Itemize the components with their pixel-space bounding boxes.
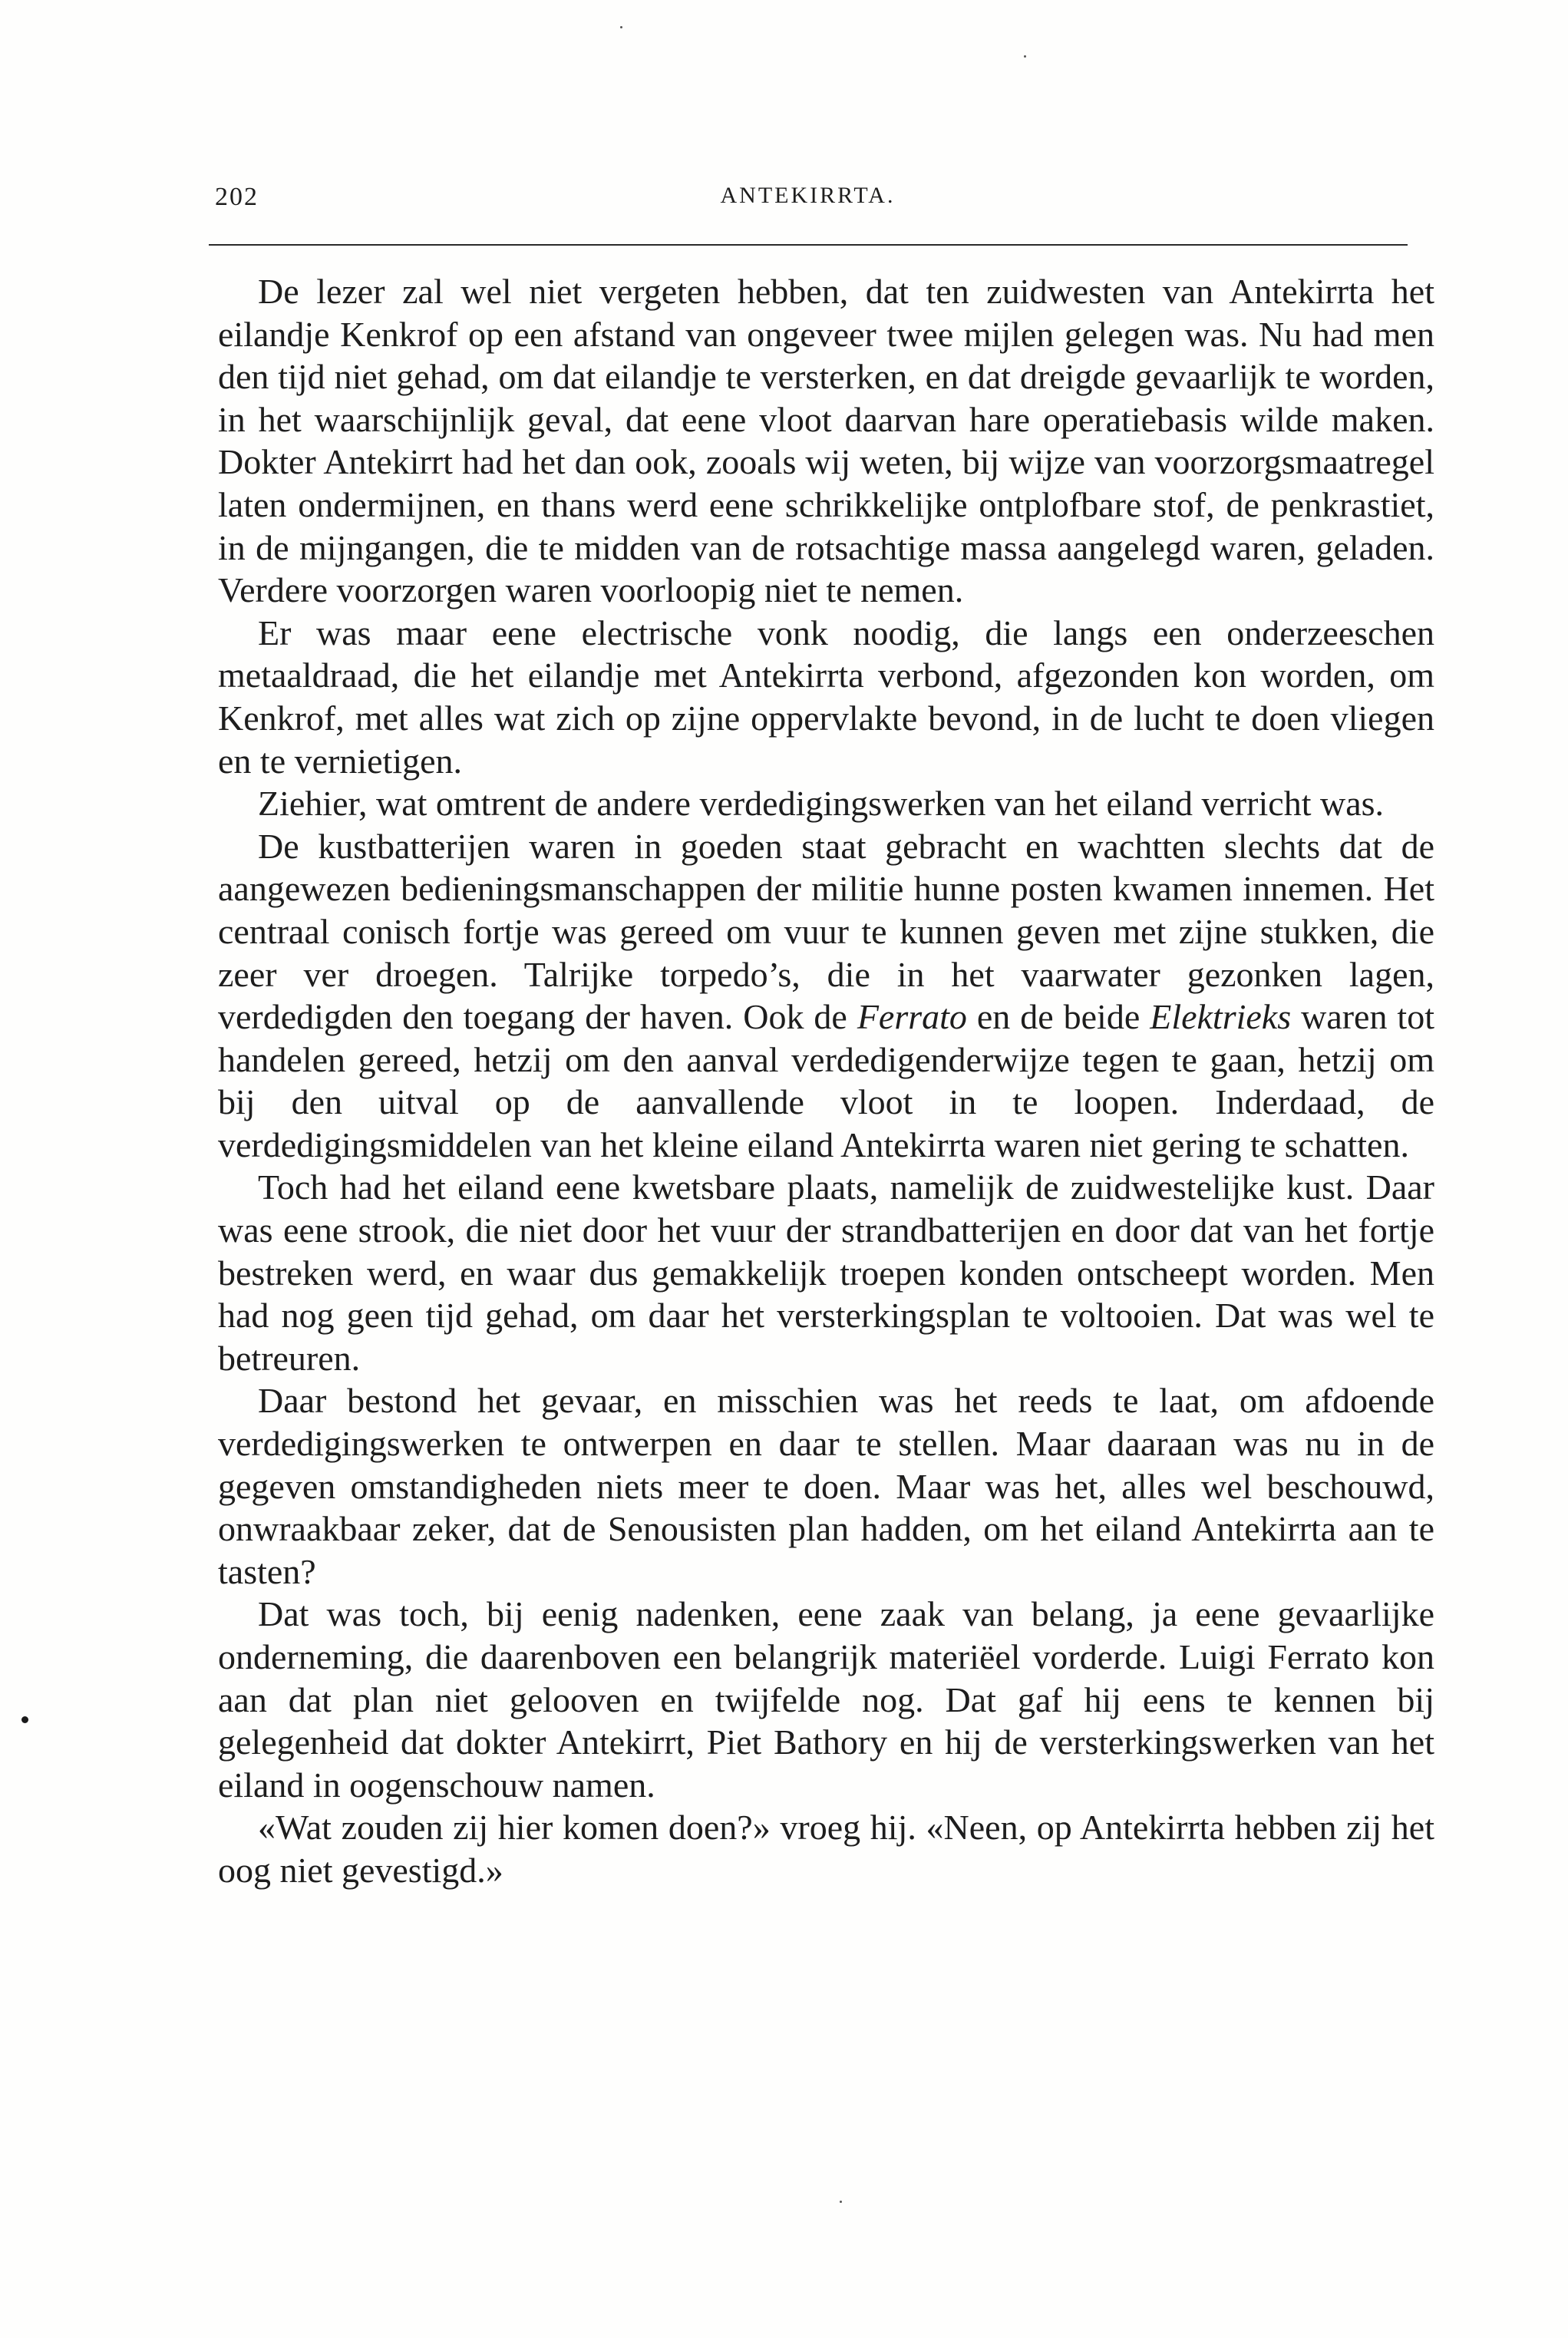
ship-name-elektrieks: Elektrieks bbox=[1150, 997, 1292, 1037]
dust-speck bbox=[1024, 55, 1026, 58]
dust-speck bbox=[620, 26, 622, 28]
paragraph-2: Er was maar eene electrische vonk noodig, die langs een onderzeeschen metaaldraad, die het eilandje met Antekirrta verbond, afgezonden kon worden, om Kenkrof, met alles wat zich op zijne oppervlakte bevond, in de lucht te doen vliegen en te vernietigen. bbox=[218, 613, 1434, 781]
paragraph-4-text-c: waren tot handelen gereed, hetzij om den aanval verdedigenderwijze tegen te gaan, hetzij om bij den uitval op de aanvallende vloot in te loopen. Inderdaad, de verdedigingsmiddelen van het kleine eiland Antekirrta waren niet gering te schatten. bbox=[218, 997, 1434, 1164]
paragraph-4-text-a: De kustbatterijen waren in goeden staat gebracht en wachtten slechts dat de aangewezen bedieningsmanschappen der militie hunne posten kwamen innemen. Het centraal conisch fortje was gereed om vuur te kunnen geven met zijne stukken, die zeer ver droegen. Talrijke torpedo’s, die in het vaarwater gezonken lagen, verdedigden den toegang der haven. Ook de bbox=[218, 826, 1434, 1037]
paragraph-3: Ziehier, wat omtrent de andere verdedigingswerken van het eiland verricht was. bbox=[258, 784, 1385, 824]
ink-speck bbox=[21, 1716, 28, 1723]
header-rule bbox=[209, 244, 1408, 246]
running-title: ANTEKIRRTA. bbox=[720, 183, 896, 208]
page-header bbox=[207, 173, 1408, 220]
body-text bbox=[218, 270, 1434, 1892]
paragraph-4-text-b: en de beide bbox=[966, 997, 1150, 1037]
paragraph-5: Toch had het eiland eene kwetsbare plaats, namelijk de zuidwestelijke kust. Daar was eene strook, die niet door het vuur der strandbatterijen en door dat van het fortje bestreken werd, en waar dus gemakkelijk troepen konden ontscheept worden. Men had nog geen tijd gehad, om daar het versterkingsplan te voltooien. Dat was wel te betreuren. bbox=[218, 1167, 1434, 1378]
page-number: 202 bbox=[215, 183, 259, 211]
dust-speck bbox=[840, 2201, 842, 2203]
ship-name-ferrato: Ferrato bbox=[857, 997, 967, 1037]
paragraph-1: De lezer zal wel niet vergeten hebben, dat ten zuidwesten van Antekirrta het eilandje Kenkrof op een afstand van ongeveer twee mijlen gelegen was. Nu had men den tijd niet gehad, om dat eilandje te versterken, en dat dreigde gevaarlijk te worden, in het waarschijnlijk geval, dat eene vloot daarvan hare operatiebasis wilde maken. Dokter Antekirrt had het dan ook, zooals wij weten, bij wijze van voorzorgsmaatregel laten ondermijnen, en thans werd eene schrikkelijke ontplofbare stof, de penkrastiet, in de mijngangen, die te midden van de rotsachtige massa aangelegd waren, geladen. Verdere voorzorgen waren voorloopig niet te nemen. bbox=[218, 272, 1434, 610]
paragraph-4 bbox=[218, 825, 1434, 1167]
paragraph-6: Daar bestond het gevaar, en misschien was het reeds te laat, om afdoende verdedigingswerken te ontwerpen en daar te stellen. Maar daaraan was nu in de gegeven omstandigheden niets meer te doen. Maar was het, alles wel beschouwd, onwraakbaar zeker, dat de Senousisten plan hadden, om het eiland Antekirrta aan te tasten? bbox=[218, 1381, 1434, 1591]
paragraph-7: Dat was toch, bij eenig nadenken, eene zaak van belang, ja eene gevaarlijke onderneming, die daarenboven een belangrijk materiëel vorderde. Luigi Ferrato kon aan dat plan niet gelooven en twijfelde nog. Dat gaf hij eens te kennen bij gelegenheid dat dokter Antekirrt, Piet Bathory en hij de versterkingswerken van het eiland in oogenschouw namen. bbox=[218, 1594, 1434, 1805]
paragraph-8: «Wat zouden zij hier komen doen?» vroeg hij. «Neen, op Antekirrta hebben zij het oog niet gevestigd.» bbox=[218, 1808, 1434, 1890]
